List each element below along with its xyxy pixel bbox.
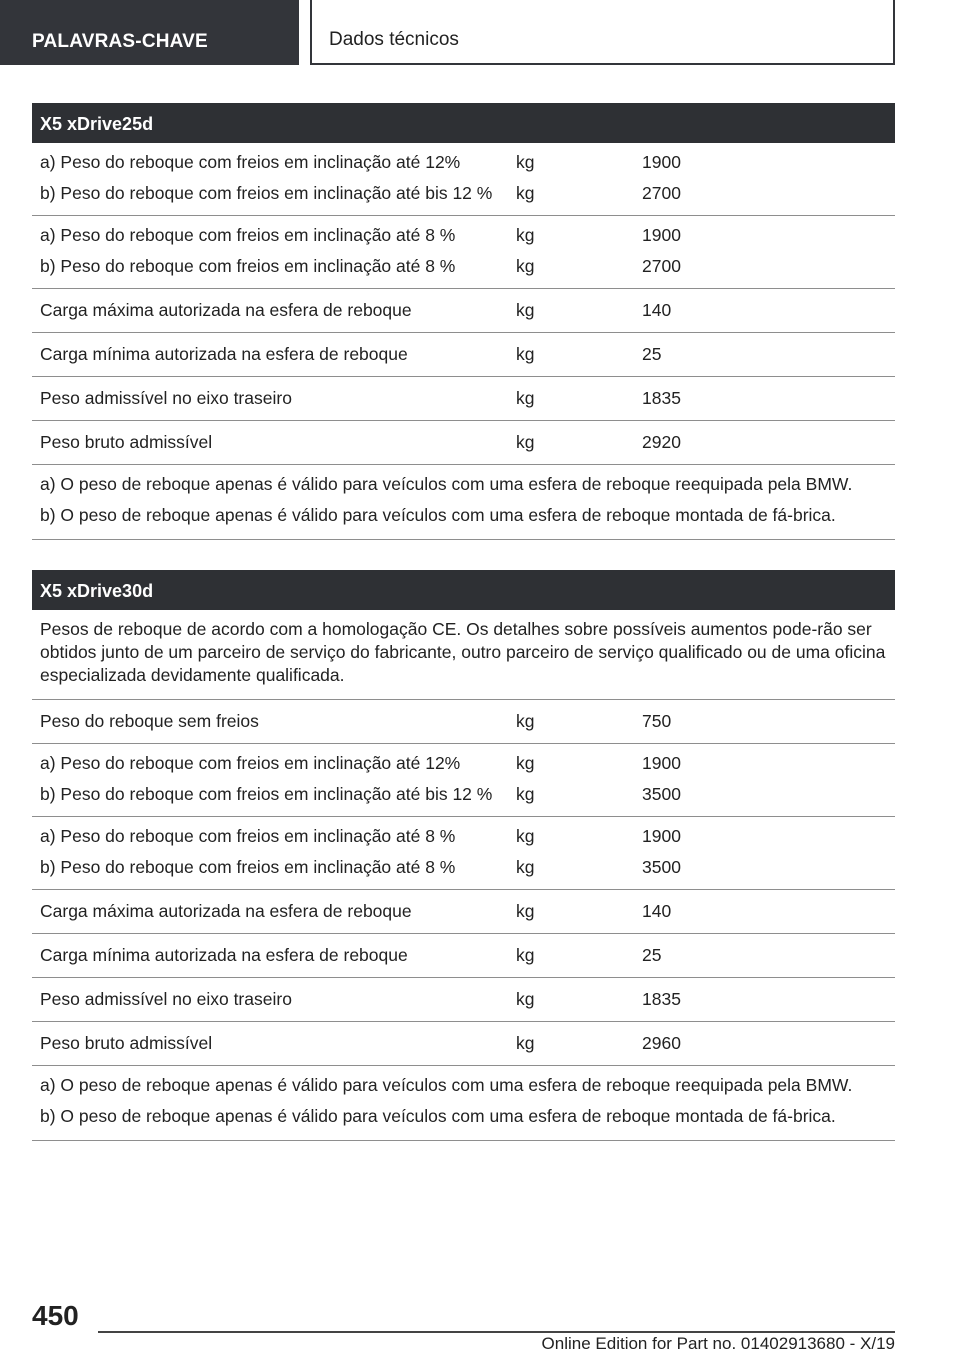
- spec-unit: kg: [516, 826, 535, 846]
- spec-value: 2920: [642, 432, 681, 452]
- spec-row: [32, 289, 895, 333]
- spec-unit: kg: [516, 225, 535, 245]
- spec-row-group: [32, 817, 895, 890]
- spec-label: a) Peso do reboque com freios em inclinação até 12%: [40, 152, 461, 172]
- spec-unit: kg: [516, 344, 535, 364]
- spec-unit: kg: [516, 901, 535, 921]
- spec-section: [32, 570, 895, 1141]
- spec-unit: kg: [516, 388, 535, 408]
- spec-section: [32, 103, 895, 540]
- spec-value: 1900: [642, 753, 681, 773]
- spec-label: Carga mínima autorizada na esfera de reboque: [40, 945, 408, 965]
- section-title-tab: Dados técnicos: [310, 0, 895, 65]
- spec-label: Peso do reboque sem freios: [40, 711, 259, 731]
- spec-value: 25: [642, 945, 662, 965]
- spec-note: [32, 610, 895, 700]
- spec-value: 2700: [642, 256, 681, 276]
- spec-value: 140: [642, 300, 672, 320]
- spec-value: 1900: [642, 225, 681, 245]
- spec-row: [32, 890, 895, 934]
- spec-row: [32, 1022, 895, 1066]
- spec-label: a) Peso do reboque com freios em inclinação até 8 %: [40, 826, 456, 846]
- spec-label: a) Peso do reboque com freios em inclinação até 8 %: [40, 225, 456, 245]
- spec-row: [32, 255, 895, 278]
- spec-note: [32, 465, 895, 540]
- spec-label: b) Peso do reboque com freios em inclinação até 8 %: [40, 857, 456, 877]
- spec-unit: kg: [516, 152, 535, 172]
- spec-row: [32, 856, 895, 879]
- note-paragraph: Pesos de reboque de acordo com a homologação CE. Os detalhes sobre possíveis aumentos pode-rão ser obtidos junto de um parceiro de serviço do fabricante, outro parceiro de serviço qualificado ou de uma oficina especializada devidamente qualificada.: [40, 619, 886, 685]
- spec-row: [32, 151, 895, 174]
- spec-row: [32, 752, 895, 775]
- spec-value: 2960: [642, 1033, 681, 1053]
- spec-row: [32, 825, 895, 848]
- spec-value: 2700: [642, 183, 681, 203]
- spec-row: [32, 700, 895, 744]
- spec-label: Peso admissível no eixo traseiro: [40, 388, 292, 408]
- spec-value: 1900: [642, 152, 681, 172]
- spec-value: 3500: [642, 784, 681, 804]
- spec-unit: kg: [516, 183, 535, 203]
- spec-unit: kg: [516, 989, 535, 1009]
- spec-value: 1900: [642, 826, 681, 846]
- spec-value: 3500: [642, 857, 681, 877]
- spec-row: [32, 934, 895, 978]
- note-paragraph: a) O peso de reboque apenas é válido para veículos com uma esfera de reboque reequipada pela BMW.: [40, 1075, 853, 1095]
- spec-value: 750: [642, 711, 672, 731]
- section-spacer: [32, 540, 895, 570]
- spec-unit: kg: [516, 784, 535, 804]
- spec-label: Peso bruto admissível: [40, 432, 213, 452]
- note-paragraph: a) O peso de reboque apenas é válido para veículos com uma esfera de reboque reequipada pela BMW.: [40, 474, 853, 494]
- spec-label: b) Peso do reboque com freios em inclinação até bis 12 %: [40, 784, 493, 804]
- section-header: X5 xDrive30d: [32, 570, 895, 610]
- spec-label: Carga máxima autorizada na esfera de reboque: [40, 901, 412, 921]
- spec-unit: kg: [516, 300, 535, 320]
- spec-unit: kg: [516, 945, 535, 965]
- top-bar: [0, 0, 960, 66]
- spec-unit: kg: [516, 711, 535, 731]
- spec-unit: kg: [516, 1033, 535, 1053]
- spec-row: [32, 978, 895, 1022]
- note-paragraph: b) O peso de reboque apenas é válido para veículos com uma esfera de reboque montada de fá-brica.: [40, 1106, 836, 1126]
- note-paragraph: b) O peso de reboque apenas é válido para veículos com uma esfera de reboque montada de fá-brica.: [40, 505, 836, 525]
- spec-row: [32, 377, 895, 421]
- spec-row: [32, 182, 895, 205]
- spec-value: 25: [642, 344, 662, 364]
- section-header: X5 xDrive25d: [32, 103, 895, 143]
- page-number: 450: [32, 1300, 79, 1331]
- spec-label: b) Peso do reboque com freios em inclinação até 8 %: [40, 256, 456, 276]
- spec-unit: kg: [516, 857, 535, 877]
- spec-row: [32, 783, 895, 806]
- spec-label: Carga máxima autorizada na esfera de reboque: [40, 300, 412, 320]
- edition-text: Online Edition for Part no. 01402913680 - X/19: [541, 1334, 895, 1353]
- spec-row-group: [32, 216, 895, 289]
- footer-divider: [98, 1331, 895, 1333]
- keywords-tab[interactable]: PALAVRAS-CHAVE: [0, 0, 299, 65]
- spec-value: 140: [642, 901, 672, 921]
- spec-label: b) Peso do reboque com freios em inclinação até bis 12 %: [40, 183, 493, 203]
- spec-tables: [32, 103, 895, 1141]
- spec-row: [32, 224, 895, 247]
- spec-row-group: [32, 143, 895, 216]
- spec-value: 1835: [642, 989, 681, 1009]
- spec-unit: kg: [516, 432, 535, 452]
- spec-label: Peso bruto admissível: [40, 1033, 213, 1053]
- spec-label: Peso admissível no eixo traseiro: [40, 989, 292, 1009]
- spec-note: [32, 1066, 895, 1141]
- spec-unit: kg: [516, 256, 535, 276]
- spec-row: [32, 333, 895, 377]
- spec-unit: kg: [516, 753, 535, 773]
- spec-value: 1835: [642, 388, 681, 408]
- spec-row-group: [32, 744, 895, 817]
- spec-row: [32, 421, 895, 465]
- spec-label: a) Peso do reboque com freios em inclinação até 12%: [40, 753, 461, 773]
- spec-label: Carga mínima autorizada na esfera de reboque: [40, 344, 408, 364]
